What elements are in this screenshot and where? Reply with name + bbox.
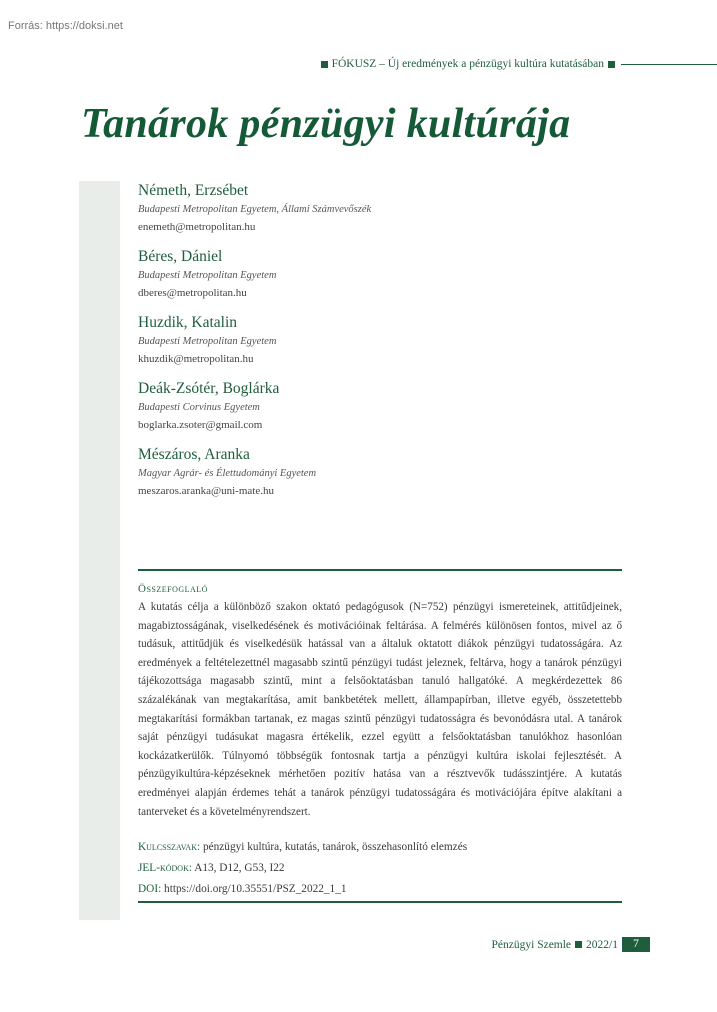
source-note: Forrás: https://doksi.net xyxy=(8,20,123,32)
author-affiliation: Budapesti Metropolitan Egyetem, Állami Számvevőszék xyxy=(138,204,372,215)
jel-value: A13, D12, G53, I22 xyxy=(194,862,285,875)
article-title: Tanárok pénzügyi kultúrája xyxy=(81,101,571,147)
author-affiliation: Budapesti Metropolitan Egyetem xyxy=(138,336,277,347)
author-name: Huzdik, Katalin xyxy=(138,314,238,331)
journal-name: Pénzügyi Szemle xyxy=(491,938,572,951)
running-head xyxy=(317,58,717,70)
abstract-heading: Összefoglaló xyxy=(138,583,208,595)
author-email[interactable]: khuzdik@metropolitan.hu xyxy=(138,353,254,365)
abstract-text: A kutatás célja a különböző szakon oktató pedagógusok (N=752) pénzügyi ismereteinek, attitűdjeinek, magabiztosságának, viselkedésének és motivációinak feltárása. A felmérés különösen fontos, mivel az ő tudásuk, attitűdjük és viselkedésük hatással van a általuk oktatott diákok pénzügyi tudatosságára. Az eredmények a feltételezettnél magasabb szintű pénzügyi tudást jeleznek, feltárva, hogy a tanárok pénzügyi tájékozottsága magasabb szintű, mint a felsőoktatásban tanuló hallgatóké. A megkérdezettek 86 százalékának van megtakarítása, amit bankbetétek mellett, állampapírban, illetve egyéb, összetettebb megtakarítási formákban tartanak, ez magas szintű pénzügyi tudatosságra és bevonódásra utal. A tanárok saját pénzügyi tudásukat magasra értékelik, ezzel együtt a felsőoktatásban tanulókhoz hasonlóan kockázatkerülők. Túlnyomó többségük fontosnak tartja a pénzügyi kultúra iskolai fejlesztését. A pénzügyikultúra-képzéseknek mérhetően pozitív hatása van a résztvevők tudásszintjére. A kutatás eredményei alapján érdemes tehát a tanárok pénzügyi tudatosságára és motivációjára építve alakítani a tanterveket és a követelményrendszert. xyxy=(138,601,622,818)
author-block xyxy=(138,181,628,247)
author-affiliation: Budapesti Metropolitan Egyetem xyxy=(138,270,277,281)
author-affiliation: Budapesti Corvinus Egyetem xyxy=(138,402,260,413)
author-name: Deák-Zsótér, Boglárka xyxy=(138,380,280,397)
issue-number: 2022/1 xyxy=(586,938,618,951)
keywords-value: pénzügyi kultúra, kutatás, tanárok, összehasonlító elemzés xyxy=(202,841,468,854)
page-number: 7 xyxy=(622,937,650,952)
square-bullet-icon xyxy=(575,941,582,948)
author-email[interactable]: meszaros.aranka@uni-mate.hu xyxy=(138,485,274,497)
keywords-label: Kulcsszavak: xyxy=(138,841,201,854)
header-rule xyxy=(621,64,717,65)
doi-link[interactable]: https://doi.org/10.35551/PSZ_2022_1_1 xyxy=(164,883,347,896)
author-block xyxy=(138,247,628,313)
author-name: Mészáros, Aranka xyxy=(138,446,250,463)
author-list xyxy=(138,181,628,511)
doi-row xyxy=(138,879,622,900)
abstract-top-rule xyxy=(138,569,622,571)
author-name: Béres, Dániel xyxy=(138,248,223,265)
author-block xyxy=(138,445,628,511)
author-name: Németh, Erzsébet xyxy=(138,182,249,199)
author-affiliation: Magyar Agrár- és Élettudományi Egyetem xyxy=(138,468,317,479)
author-block xyxy=(138,313,628,379)
abstract-bottom-rule xyxy=(138,901,622,903)
square-bullet-icon xyxy=(321,61,328,68)
jel-label: JEL-kódok: xyxy=(138,862,192,875)
page-footer xyxy=(492,937,650,952)
keywords-row xyxy=(138,837,622,858)
author-block xyxy=(138,379,628,445)
abstract-section xyxy=(138,569,622,903)
square-bullet-icon xyxy=(608,61,615,68)
author-email[interactable]: boglarka.zsoter@gmail.com xyxy=(138,419,263,431)
side-band xyxy=(79,181,120,920)
running-head-text: FÓKUSZ – Új eredmények a pénzügyi kultúra kutatásában xyxy=(331,58,604,70)
author-email[interactable]: enemeth@metropolitan.hu xyxy=(138,221,256,233)
doi-label: DOI: xyxy=(138,883,162,896)
author-email[interactable]: dberes@metropolitan.hu xyxy=(138,287,247,299)
metadata-block xyxy=(138,837,622,900)
jel-row xyxy=(138,858,622,879)
